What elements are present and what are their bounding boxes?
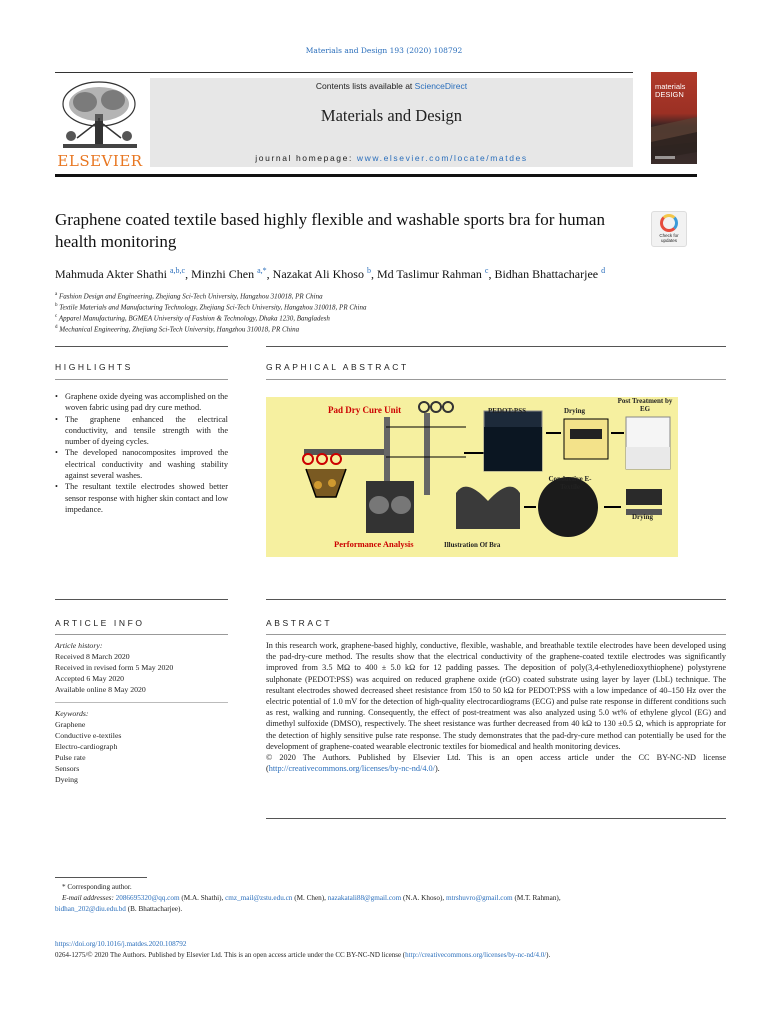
publisher-logo: ELSEVIER (57, 152, 143, 170)
keyword: Graphene (55, 720, 86, 729)
affiliation-text: Apparel Manufacturing, BGMEA University of Fashion & Technology, Dhaka 1230, Bangladesh (58, 314, 330, 323)
affiliation-mark: d (55, 325, 58, 330)
affiliation-b (55, 303, 366, 311)
keyword: Sensors (55, 764, 80, 773)
affiliation-a (55, 292, 323, 300)
article-info-heading: ARTICLE INFO (55, 618, 145, 628)
author-affiliation-mark[interactable]: a,* (257, 266, 267, 275)
contents-prefix: Contents lists available at (315, 81, 415, 91)
email-owner: (M. Chen), (294, 894, 326, 902)
abstract-body (266, 640, 726, 774)
highlights-heading: HIGHLIGHTS (55, 362, 133, 372)
affiliation-mark: c (55, 314, 58, 319)
highlight-item: • The graphene enhanced the electrical conductivity, and tensile strength with the number of dyeing cycles. (55, 414, 228, 448)
article-info-rule-top (55, 599, 228, 600)
crossmark-label: Check for updates (659, 233, 679, 243)
author-affiliation-mark[interactable]: d (601, 266, 606, 275)
email-addresses (62, 893, 726, 904)
keyword: Pulse rate (55, 753, 86, 762)
crossmark-icon (660, 214, 678, 232)
ga-label-drying-2: Drying (632, 513, 653, 521)
graphical-abstract-figure (266, 397, 678, 557)
highlights-rule-bottom (55, 379, 228, 380)
affiliation-text: Fashion Design and Engineering, Zhejiang Sci-Tech University, Hangzhou 310018, PR China (58, 292, 323, 301)
email-owner: (B. Bhattacharjee). (127, 905, 183, 913)
history-title: Article history: (55, 641, 103, 650)
history-revised: Received in revised form 5 May 2020 (55, 663, 174, 672)
ga-label-performance: Performance Analysis (334, 539, 414, 549)
ga-label-drying-1: Drying (564, 407, 585, 415)
graphical-abstract-drawing (266, 397, 678, 557)
affiliation-text: Mechanical Engineering, Zhejiang Sci-Tech University, Hangzhou 310018, PR China (59, 325, 300, 334)
affiliation-text: Textile Materials and Manufacturing Technology, Zhejiang Sci-Tech University, Hangzhou 310018, PR China (59, 303, 367, 312)
graphical-abstract-heading: GRAPHICAL ABSTRACT (266, 362, 409, 372)
email-label: E-mail addresses: (62, 894, 114, 902)
email-link[interactable]: nazakatali88@gmail.com (327, 894, 402, 902)
email-owner: (N.A. Khoso), (403, 894, 445, 902)
issn-line (55, 950, 735, 961)
graphical-abstract-rule-top (266, 346, 726, 347)
keyword: Dyeing (55, 775, 78, 784)
keywords-title: Keywords: (55, 709, 89, 718)
header-thick-rule (55, 174, 697, 177)
ga-label-illustration: Illustration Of Bra (444, 541, 501, 549)
ga-label-conductive: Conductive E-Textile (548, 475, 592, 491)
keywords-divider (55, 702, 228, 703)
highlight-item: • Graphene oxide dyeing was accomplished on the woven fabric using pad dry cure method. (55, 391, 228, 414)
cover-title: materials DESIGN (655, 82, 686, 99)
ga-label-pedot: PEDOT:PSS (488, 407, 526, 415)
author-affiliation-mark[interactable]: a,b,c (169, 266, 186, 275)
author-name: Mahmuda Akter Shathi (55, 267, 167, 281)
keyword: Conductive e-textiles (55, 731, 122, 740)
homepage-link[interactable]: www.elsevier.com/locate/matdes (356, 153, 528, 163)
author-name: Minzhi Chen (191, 267, 255, 281)
affiliation-mark: a (55, 292, 58, 297)
contents-line (150, 81, 633, 91)
highlights-rule-top (55, 346, 228, 347)
affiliation-mark: b (55, 303, 58, 308)
license-link[interactable]: http://creativecommons.org/licenses/by-nc-nd/4.0/ (268, 764, 435, 774)
homepage-prefix: journal homepage: (255, 153, 357, 163)
email-link[interactable]: bidhan_202@diu.edu.bd (55, 905, 126, 913)
abstract-copyright: © 2020 The Authors. Published by Elsevier Ltd. This is an open access article under the CC BY-NC-ND license ( (266, 753, 726, 774)
affiliation-c (55, 314, 330, 322)
abstract-rule-end (266, 818, 726, 819)
journal-title: Materials and Design (320, 106, 463, 125)
article-info-rule-bottom (55, 634, 228, 635)
email-link[interactable]: mtrshuvro@gmail.com (445, 894, 513, 902)
abstract-rule-bottom (266, 634, 726, 635)
license-close: ). (434, 764, 440, 774)
author-affiliation-mark[interactable]: b (366, 266, 371, 275)
highlights-list (55, 391, 228, 515)
email-link[interactable]: cmz_mail@zstu.edu.cn (225, 894, 293, 902)
graphical-abstract-rule-bottom (266, 379, 726, 380)
abstract-heading: ABSTRACT (266, 618, 333, 628)
doi-link[interactable]: https://doi.org/10.1016/j.matdes.2020.108792 (55, 940, 187, 948)
history-accepted: Accepted 6 May 2020 (55, 674, 125, 683)
article-title: Graphene coated textile based highly flexible and washable sports bra for human health monitoring (55, 210, 605, 251)
highlight-item: • The developed nanocomposites improved the electrical conductivity and washing stability against several washes. (55, 447, 228, 481)
issn-close: ). (546, 951, 551, 959)
author-name: Md Taslimur Rahman (376, 267, 482, 281)
footnote-rule (55, 877, 147, 878)
author-name: Bidhan Bhattacharjee (494, 267, 599, 281)
author-list: Mahmuda Akter Shathi $^{a,b,c}$, Minzhi Chen $^{a,*}$, Nazakat Ali Khoso $^b$, Md Taslimur Rahman $^c$, Bidhan Bhattacharjee $^d$ (55, 266, 606, 281)
history-received: Received 8 March 2020 (55, 652, 130, 661)
abstract-text: In this research work, graphene-based highly, conductive, flexible, washable, and breathable textile electrodes have been developed using the pad-dry-cure method. The results show that the electrical conductivity of the graphene-coated textile electrodes was significantly improved from 3.5 MΩ to 400 ± 5.0 kΩ for 12 padding passes. The deposition of poly(3,4-ethylenedioxythiophene) polystyrene sulphonate (PEDOT:PSS) was acquired on reduced graphene oxide (rGO) coated substrate using layer by layer (LbL) technique. The resultant electrodes showed decreased sheet resistance from 150 to 50 kΩ for PEDOT:PSS with a low impedance of 40–150 Hz over the electric potential of 1.0 mV for the detection of high-quality electrocardiograms (ECG) and pulse rate response in different conditions such as rest, walking and running. Consequently, the effect of post-treatment was also analyzed using 5.0 wt% of ethylene glycol (EG) and dimethyl sulfoxide (DMSO), respectively. The sheet resistance was further decreased from 40 kΩ to 130 ±0.5 Ω, which is appropriate for the detection of highly sensitive pulse rate response. The study demonstrates that the pad-dry-cure method can potentially be used for the development of graphene-coated wearable electronic textiles for biomedical and health monitoring devices. (266, 641, 726, 751)
keyword: Electro-cardiograph (55, 742, 118, 751)
sciencedirect-link[interactable]: ScienceDirect (414, 81, 468, 91)
history-online: Available online 8 May 2020 (55, 685, 146, 694)
email-owner: (M.T. Rahman), (514, 894, 561, 902)
highlight-item: • The resultant textile electrodes showed better sensor response with higher skin contact and low impedance. (55, 481, 228, 515)
email-owner: (M.A. Shathi), (181, 894, 224, 902)
affiliation-d (55, 325, 299, 333)
journal-homepage (150, 153, 633, 163)
corresponding-note: * Corresponding author. (62, 883, 132, 891)
author-affiliation-mark[interactable]: c (484, 266, 489, 275)
author-name: Nazakat Ali Khoso (272, 267, 364, 281)
email-link[interactable]: 2086695320@qq.com (115, 894, 180, 902)
top-rule (55, 72, 633, 73)
issn-license-link[interactable]: http://creativecommons.org/licenses/by-nc-nd/4.0/ (405, 951, 547, 959)
abstract-rule-top (266, 599, 726, 600)
email-addresses-cont (55, 904, 182, 915)
issn-text: 0264-1275/© 2020 The Authors. Published by Elsevier Ltd. This is an open access article under the CC BY-NC-ND license ( (55, 951, 406, 959)
journal-reference[interactable]: Materials and Design 193 (2020) 108792 (305, 46, 463, 55)
ga-label-pad-dry: Pad Dry Cure Unit (328, 405, 402, 415)
ga-label-post-treatment: Post Treatment by EG (617, 397, 673, 413)
